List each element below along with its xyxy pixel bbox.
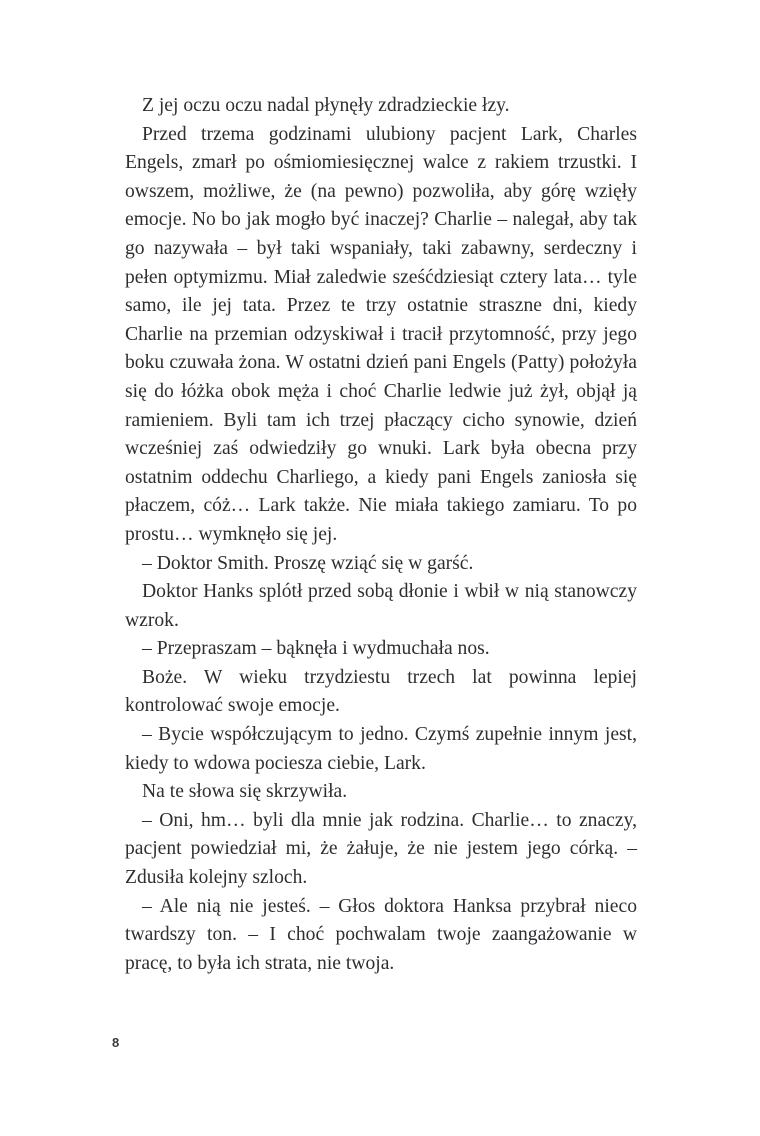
paragraph: – Bycie współczującym to jedno. Czymś zupełnie innym jest, kiedy to wdowa pociesza ciebie, Lark. (125, 724, 637, 774)
paragraph: Przed trzema godzinami ulubiony pacjent Lark, Charles Engels, zmarł po ośmiomiesięcznej walce z rakiem trzustki. I owszem, możliwe, że (na pewno) pozwoliła, aby górę wzięły emocje. No bo jak mogło być inaczej? Charlie – nalegał, aby tak go nazywała – był taki wspaniały, taki zabawny, serdeczny i pełen optymizmu. Miał zaledwie sześćdziesiąt cztery lata… tyle samo, ile jej tata. Przez te trzy ostatnie straszne dni, kiedy Charlie na przemian odzyskiwał i tracił przytomność, przy jego boku czuwała żona. W ostatni dzień pani Engels (Patty) położyła się do łóżka obok męża i choć Charlie ledwie już żył, objął ją ramieniem. Byli tam ich trzej płaczący cicho synowie, dzień wcześniej zaś odwiedziły go wnuki. Lark była obecna przy ostatnim oddechu Charliego, a kiedy pani Engels zaniosła się płaczem, cóż… Lark także. Nie miała takiego zamiaru. To po prostu… wymknęło się jej. (125, 123, 637, 545)
paragraph: Boże. W wieku trzydziestu trzech lat powinna lepiej kontrolować swoje emocje. (125, 666, 637, 717)
paragraph: Doktor Hanks splótł przed sobą dłonie i wbił w nią stanowczy wzrok. (125, 581, 637, 631)
page-body-text (125, 92, 637, 978)
paragraph: – Ale nią nie jesteś. – Głos doktora Hanksa przybrał nieco twardszy ton. – I choć pochwalam twoje zaangażowanie w pracę, to była ich strata, nie twoja. (125, 895, 637, 974)
paragraph: – Przepraszam – bąknęła i wydmuchała nos. (142, 638, 490, 660)
paragraph: – Doktor Smith. Proszę wziąć się w garść. (142, 552, 474, 574)
paragraph: – Oni, hm… byli dla mnie jak rodzina. Charlie… to znaczy, pacjent powiedział mi, że żałuje, że nie jestem jego córką. – Zdusiła kolejny szloch. (125, 809, 637, 889)
paragraph: Na te słowa się skrzywiła. (142, 781, 348, 803)
page-number: 8 (112, 1035, 120, 1050)
paragraph: Z jej oczu oczu nadal płynęły zdradzieckie łzy. (142, 95, 510, 116)
